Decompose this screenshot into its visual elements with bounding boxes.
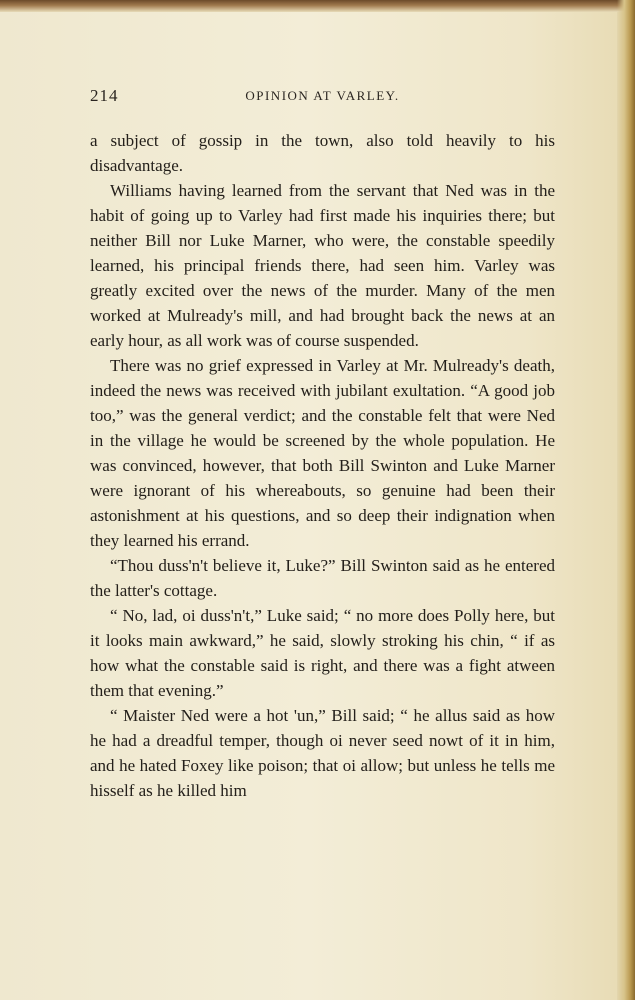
page-header: [90, 86, 555, 114]
running-head: OPINION AT VARLEY.: [245, 88, 400, 103]
paragraph: Williams having learned from the servant that Ned was in the habit of going up to Varley had first made his inquiries there; but neither Bill nor Luke Marner, who were, the constable speedily learned, his principal friends there, had seen him. Varley was greatly excited over the news of the murder. Many of the men worked at Mulready's mill, and had brought back the news at an early hour, as all work was of course suspended.: [90, 181, 555, 350]
page-top-edge: [0, 0, 635, 12]
paragraph: a subject of gossip in the town, also told heavily to his disadvantage.: [90, 131, 555, 175]
paragraph: There was no grief expressed in Varley at Mr. Mulready's death, indeed the news was received with jubilant exultation. “A good job too,” was the general verdict; and the constable felt that were Ned in the village he would be screened by the whole population. He was convinced, however, that both Bill Swinton and Luke Marner were ignorant of his whereabouts, so genuine had been their astonishment at his questions, and so deep their indignation when they learned his errand.: [90, 356, 555, 550]
page-number: 214: [90, 86, 119, 105]
paragraph: “ No, lad, oi duss'n't,” Luke said; “ no more does Polly here, but it looks main awkward,” he said, slowly stroking his chin, “ if as how what the constable said is right, and there was a fight atween them that evening.”: [90, 606, 555, 700]
body-text: [90, 128, 555, 803]
paragraph: “Thou duss'n't believe it, Luke?” Bill Swinton said as he entered the latter's cottage.: [90, 556, 555, 600]
paragraph: “ Maister Ned were a hot 'un,” Bill said; “ he allus said as how he had a dreadful temper, though oi never seed nowt of it in him, and he hated Foxey like poison; that oi allow; but unless he tells me hisself as he killed him: [90, 706, 555, 800]
page-right-edge: [617, 0, 635, 1000]
